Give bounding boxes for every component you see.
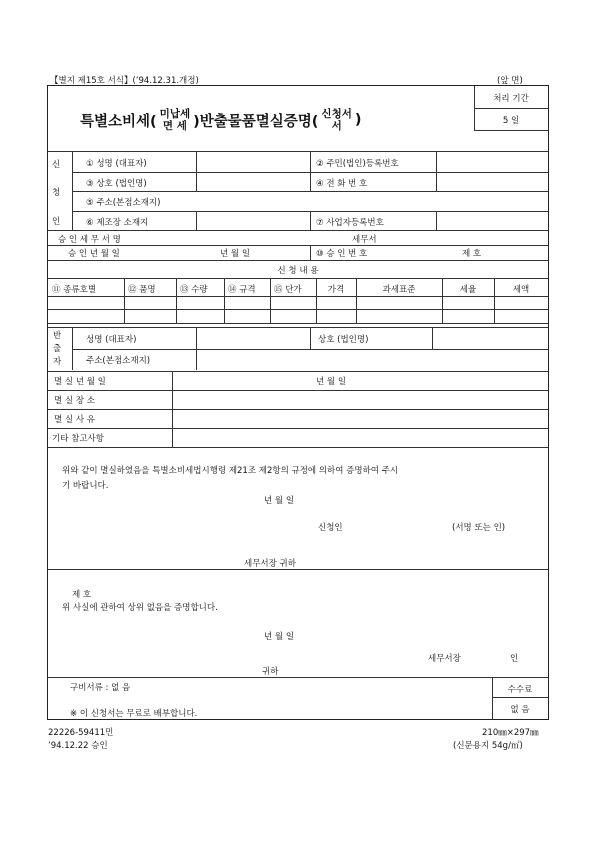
col-quantity: ⑬ 수량 xyxy=(180,285,208,295)
applicant-name-label: ① 성명 (대표자) xyxy=(86,159,147,169)
col-tax-rate: 세율 xyxy=(459,285,477,295)
loss-place-label: 멸 실 장 소 xyxy=(54,396,95,406)
approval-note: ’94.12.22 승인 xyxy=(48,741,108,751)
title-stack1-bottom: 면 세 xyxy=(162,120,187,132)
col-unit-price: ⑮ 단가 xyxy=(274,285,302,295)
fee-value: 없 음 xyxy=(510,705,530,715)
title-stack2-top: 신청서 xyxy=(321,108,352,120)
certification-seal-mark: 인 xyxy=(510,654,519,664)
receiver-name-label: 성명 (대표자) xyxy=(86,335,137,345)
statement-applicant-label: 신청인 xyxy=(318,523,343,533)
form-number: 【별지 제15호 서식】(’94.12.31.개정) xyxy=(50,76,199,86)
items-section-title: 신 청 내 용 xyxy=(277,266,319,276)
paper-size: 210㎜×297㎜ xyxy=(482,728,539,738)
statement-line1: 위와 같이 멸실하였음을 특별소비세법시행령 제21조 제2항의 규정에 의하여 증명하여 주시 xyxy=(62,466,399,476)
certification-addressee: 귀하 xyxy=(262,667,279,677)
title-stack1 xyxy=(160,108,190,132)
statement-line2: 기 바랍니다. xyxy=(62,481,109,491)
approval-office-label: 승 인 세 무 서 명 xyxy=(58,235,121,245)
business-regno-label: ⑦ 사업자등록번호 xyxy=(316,218,384,228)
loss-reason-label: 멸 실 사 유 xyxy=(54,415,95,425)
paper-type: (신문용지 54g/㎡) xyxy=(453,741,523,751)
title-stack2-bottom: 서 xyxy=(331,120,342,132)
free-distribution-note: ※ 이 신청서는 무료로 배부합니다. xyxy=(70,709,198,719)
title-part3: ) xyxy=(354,112,362,128)
approval-date-label: 승 인 년 월 일 xyxy=(68,249,120,259)
loss-date-value: 년 월 일 xyxy=(316,377,347,387)
applicant-address-label: ⑤ 주소(본점소재지) xyxy=(86,198,161,208)
col-tax-base: 과세표준 xyxy=(382,285,416,295)
col-product-name: ⑫ 품명 xyxy=(128,285,156,295)
title-stack2 xyxy=(321,108,351,132)
approval-office-suffix: 세무서 xyxy=(352,235,377,245)
other-notes-label: 기타 참고사항 xyxy=(52,434,104,444)
col-category: ⑪ 종류호별 xyxy=(52,285,97,295)
page-side-label: (앞 면) xyxy=(497,76,523,86)
processing-period-value: 5 일 xyxy=(502,116,520,126)
title-stack1-top: 미납세 xyxy=(159,108,191,120)
certification-number: 제 호 xyxy=(72,590,92,600)
receiver-address-label: 주소(본점소재지) xyxy=(86,356,151,366)
form-code: 22226-59411민 xyxy=(48,728,114,738)
loss-date-label: 멸 실 년 월 일 xyxy=(54,377,106,387)
form-title xyxy=(80,104,362,136)
col-tax-amount: 세액 xyxy=(512,285,530,295)
col-price: 가격 xyxy=(327,285,345,295)
certification-text: 위 사실에 관하여 상위 없음을 증명합니다. xyxy=(62,603,218,613)
applicant-company-label: ③ 상호 (법인명) xyxy=(86,179,147,189)
statement-signature-label: (서명 또는 인) xyxy=(452,523,506,533)
approval-number-value: 제 호 xyxy=(462,249,482,259)
factory-location-label: ⑥ 제조장 소재지 xyxy=(86,218,149,228)
approval-date-value: 년 월 일 xyxy=(220,249,251,259)
applicant-regno-label: ② 주민(법인)등록번호 xyxy=(316,159,399,169)
processing-period-label: 처리 기간 xyxy=(493,94,529,104)
receiver-company-label: 상호 (법인명) xyxy=(318,335,369,345)
statement-addressee: 세무서장 귀하 xyxy=(244,559,296,569)
applicant-phone-label: ④ 전 화 번 호 xyxy=(316,179,368,189)
certification-officer: 세무서장 xyxy=(428,654,461,664)
title-part2: )반출물품멸실증명( xyxy=(193,113,319,130)
approval-number-label: ⑩ 승 인 번 호 xyxy=(316,249,368,259)
title-part1: 특별소비세( xyxy=(80,113,157,130)
fee-label: 수수료 xyxy=(507,685,533,695)
required-documents: 구비서류 : 없 음 xyxy=(70,683,131,693)
statement-date: 년 월 일 xyxy=(264,496,295,506)
col-spec: ⑭ 규격 xyxy=(228,285,256,295)
certification-date: 년 월 일 xyxy=(264,632,295,642)
